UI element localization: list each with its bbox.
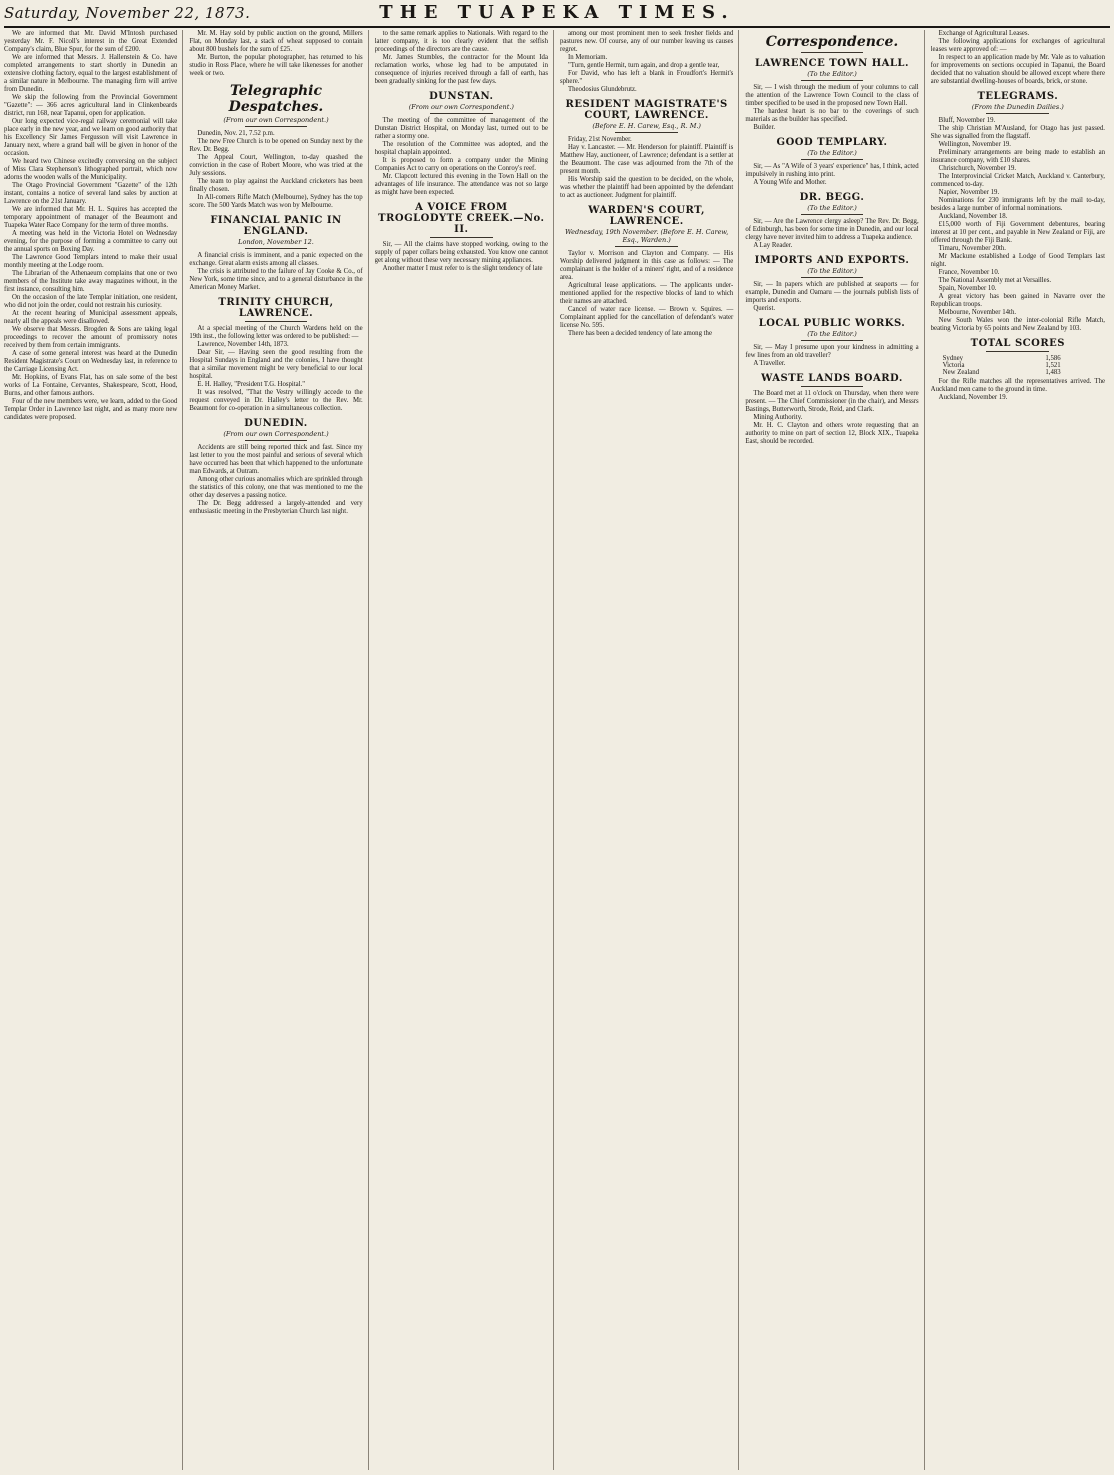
paragraph: The Lawrence Good Templars intend to make their usual monthly meeting at the Lodge room. (4, 254, 178, 269)
paragraph: We skip the following from the Provincial Government "Gazette": — 366 acres agricultural land in Clinkenbeards district, run 168, near Tapanui, open for application. (4, 94, 178, 117)
article-subheading: (From our own Correspondent.) (223, 430, 329, 438)
paragraph: Sir, — Are the Lawrence clergy asleep? The Rev. Dr. Begg, of Edinburgh, has been for some time in Dunedin, and our local clergy have never invited him to address a Tuapeka audience. (745, 218, 919, 241)
heading-rule (430, 113, 492, 114)
article (745, 192, 918, 250)
paragraph: A great victory has been gained in Navarre over the Republican troops. (930, 293, 1105, 308)
paragraph: We are informed that Mr. David M'Intosh purchased yesterday Mr. F. Nicoll's interest in the Great Extended Company's claim, Blue Spur, for the sum of £200. (4, 30, 178, 53)
heading-rule (245, 440, 307, 441)
heading-rule (801, 80, 863, 81)
paragraph: "Turn, gentle Hermit, turn again, and drop a gentle tear, (567, 62, 720, 69)
article (745, 255, 918, 313)
article-subheading: London, November 12. (238, 238, 314, 246)
article-heading: TRINITY CHURCH, LAWRENCE. (218, 297, 334, 319)
heading-rule (615, 132, 677, 133)
article-heading: TOTAL SCORES (970, 338, 1065, 349)
article-heading: WASTE LANDS BOARD. (761, 373, 903, 384)
article-heading: LAWRENCE TOWN HALL. (755, 58, 909, 69)
paragraph: The hardest heart is no bar to the coverings of such materials as the builder has specified. (745, 108, 919, 123)
article (189, 30, 362, 78)
masthead (4, 2, 1110, 28)
paragraph: Querist. (753, 305, 776, 312)
paragraph: The team to play against the Auckland cricketers has been finally chosen. (189, 178, 363, 193)
paragraph: At the recent hearing of Municipal assessment appeals, nearly all the appeals were disallowed. (4, 310, 178, 325)
paragraph: Timaru, November 20th. (938, 245, 1006, 252)
article (931, 30, 1105, 86)
article (189, 83, 362, 210)
columns-area (4, 30, 1110, 1470)
column-6 (931, 30, 1110, 1470)
table-row (941, 362, 1063, 369)
column-5 (745, 30, 924, 1470)
article-subheading: (From our own Correspondent.) (223, 116, 329, 124)
paragraph: For the Rifle matches all the representatives arrived. The Auckland men came to the ground in time. (930, 378, 1105, 393)
paragraph: A Young Wife and Mother. (753, 179, 827, 186)
paragraph: The crisis is attributed to the failure of Jay Cooke & Co., of New York, some time since, and to a general disturbance in the American Money Market. (189, 268, 363, 291)
paragraph: His Worship said the question to be decided, on the whole, was whether the plaintiff had been appointed by the defendant to act as auctioneer. Judgment for plaintiff. (559, 176, 734, 199)
paragraph: The Otago Provincial Government "Gazette" of the 12th instant, contains a notice of several land sales by auction at Lawrence on the 21st January. (4, 182, 178, 205)
paragraph: The Appeal Court, Wellington, to-day quashed the conviction in the case of Robert Moore, who was tried at the July sessions. (189, 154, 363, 177)
paragraph: E. H. Halley, "President T.G. Hospital." (197, 381, 306, 388)
paragraph: The new Free Church is to be opened on Sunday next by the Rev. Dr. Begg. (189, 138, 363, 153)
paragraph: Accidents are still being reported thick and fast. Since my last letter to you the most painful and serious of several which have occurred has been that which happened to the unfortunate man Edwards, at Outram. (189, 444, 363, 475)
paragraph: We observe that Messrs. Brogden & Sons are taking legal proceedings to recover the amount of promissory notes received by them from certain immigrants. (4, 326, 178, 349)
paragraph: Another matter I must refer to is the slight tendency of late (382, 265, 543, 272)
paragraph: For David, who has left a blank in Froudfort's Hermit's sphere." (559, 70, 734, 85)
heading-rule (615, 246, 677, 247)
newspaper-title: THE TUAPEKA TIMES. (379, 2, 735, 23)
team-name: New Zealand (942, 369, 980, 376)
paragraph: Among other curious anomalies which are sprinkled through the statistics of this colony, one that was mentioned to me the other day deserves a passing notice. (189, 476, 363, 499)
article (745, 58, 918, 132)
paragraph: Mr. Hopkins, of Evans Flat, has on sale some of the best works of La Fontaine, Cervantes, Shakespeare, Scott, Hood, Burns, and other famous authors. (4, 374, 178, 397)
paragraph: Mr. Burton, the popular photographer, has returned to his studio in Ross Place, where he will take likenesses for another week or two. (189, 54, 363, 77)
article-subheading: (To the Editor.) (807, 267, 857, 275)
paragraph: £15,000 worth of Fiji Government debentures, bearing interest at 10 per cent., and payable in New Zealand or Fiji, are offered through the Fiji Bank. (930, 221, 1105, 244)
article (745, 318, 918, 368)
paragraph: Spain, November 10. (938, 285, 997, 292)
paragraph: In All-comers Rifle Match (Melbourne), Sydney has the top score. The 500 Yards Match was won by Melbourne. (189, 194, 363, 209)
issue-date: Saturday, November 22, 1873. (4, 4, 251, 22)
paragraph: Preliminary arrangements are being made to establish an insurance company, with £10 shares. (930, 149, 1105, 164)
paragraph: We heard two Chinese excitedly conversing on the subject of Miss Clara Stephenson's lithographed portrait, which now adorns the wooden walls of the Municipality. (4, 158, 178, 181)
article (560, 99, 733, 200)
paragraph: Bluff, November 19. (938, 117, 996, 124)
paragraph: Auckland, November 19. (938, 394, 1008, 401)
heading-rule (801, 277, 863, 278)
article (931, 338, 1105, 402)
paragraph: A financial crisis is imminent, and a panic expected on the exchange. Great alarm exists among all classes. (189, 252, 363, 267)
article-subheading: (From our own Correspondent.) (408, 103, 514, 111)
paragraph: The meeting of the committee of management of the Dunstan District Hospital, on Monday last, turned out to be rather a stormy one. (374, 117, 548, 140)
paragraph: Dunedin, Nov. 21, 7.52 p.m. (197, 130, 275, 137)
heading-rule (245, 321, 307, 322)
paragraph: Mr. H. C. Clayton and others wrote requesting that an authority to mine on part of section 12, Block XIX., Tuapeka East, should be recorded. (745, 422, 919, 445)
paragraph: Mr. Clapcott lectured this evening in the Town Hall on the advantages of life insurance. The attendance was not so large as might have been expected. (374, 173, 548, 196)
paragraph: New South Wales won the inter-colonial Rifle Match, beating Victoria by 65 points and New Zealand by 103. (930, 317, 1105, 332)
paragraph: Auckland, November 18. (938, 213, 1008, 220)
paragraph: Napier, November 19. (938, 189, 1000, 196)
article-heading: Correspondence. (765, 34, 899, 50)
article (931, 91, 1105, 333)
article-heading: GOOD TEMPLARY. (776, 137, 888, 148)
paragraph: Exchange of Agricultural Leases. (938, 30, 1030, 37)
article-heading: A VOICE FROM TROGLODYTE CREEK.—No. II. (378, 202, 545, 235)
team-name: Sydney (942, 355, 964, 362)
heading-rule (801, 340, 863, 341)
column-3 (375, 30, 554, 1470)
paragraph: among our most prominent men to seek fresher fields and pastures new. Of course, any of our number leaving us causes regret. (559, 30, 734, 53)
article-subheading: (To the Editor.) (807, 70, 857, 78)
paragraph: In Memoriam. (567, 54, 608, 61)
heading-rule (430, 237, 492, 238)
paragraph: Mr. M. Hay sold by public auction on the ground, Millers Flat, on Monday last, a stack of wheat supposed to contain about 800 bushels for the sum of £25. (189, 30, 363, 53)
column-2 (189, 30, 368, 1470)
article (375, 91, 548, 197)
paragraph: Our long expected vice-regal railway ceremonial will take place early in the new year, and we learn on good authority that his Excellency Sir James Fergusson will visit Lawrence in January next, where a grand ball will be given in honor of the occasion. (4, 118, 178, 157)
paragraph: A meeting was held in the Victoria Hotel on Wednesday evening, for the purpose of forming a committee to carry out the annual sports on Boxing Day. (4, 230, 178, 253)
paragraph: The following applications for exchanges of agricultural leases were approved of: — (930, 38, 1105, 53)
heading-rule (245, 126, 307, 127)
heading-rule (801, 386, 863, 387)
paragraph: Hay v. Lancaster. — Mr. Henderson for plaintiff. Plaintiff is Matthew Hay, auctioneer, of Lawrence; defendant is a settler at the Beaumont. The case was adjourned from the 7th of the present month. (559, 144, 734, 175)
paragraph: The ship Christian M'Ausland, for Otago has just passed. She was signalled from the flagstaff. (930, 125, 1105, 140)
paragraph: Friday, 21st November. (567, 136, 632, 143)
paragraph: The resolution of the Committee was adopted, and the hospital chaplain appointed. (374, 141, 548, 156)
paragraph: The Librarian of the Athenaeum complains that one or two members of the Institute take away magazines without, in the first instance, consulting him. (4, 270, 178, 293)
paragraph: Christchurch, November 19. (938, 165, 1017, 172)
article-heading: DUNSTAN. (429, 91, 494, 102)
paragraph: There has been a decided tendency of late among the (567, 330, 712, 337)
article (745, 34, 918, 53)
paragraph: Agricultural lease applications. — The applicants under-mentioned applied for the respective blocks of land to which their names are attached. (559, 282, 734, 305)
article-heading: Telegraphic Despatches. (228, 83, 324, 115)
article (4, 30, 177, 422)
paragraph: The Interprovincial Cricket Match, Auckland v. Canterbury, commenced to-day. (930, 173, 1105, 188)
article (189, 418, 362, 516)
article-heading: WARDEN'S COURT, LAWRENCE. (588, 205, 706, 227)
article (189, 297, 362, 413)
paragraph: The National Assembly met at Versailles. (938, 277, 1052, 284)
column-4 (560, 30, 739, 1470)
article-subheading: (Before E. H. Carew, Esq., R. M.) (592, 122, 701, 130)
paragraph: Lawrence, November 14th, 1873. (197, 341, 289, 348)
article-subheading: Wednesday, 19th November. (Before E. H. Carew, Esq., Warden.) (565, 228, 729, 244)
team-name: Victoria (942, 362, 965, 369)
paragraph: A Traveller. (753, 360, 786, 367)
paragraph: Mining Authority. (753, 414, 803, 421)
article (375, 202, 548, 273)
paragraph: We are informed that Messrs. J. Hallenstein & Co. have completed arrangements to start shortly in Dunedin an extensive clothing factory, equal to the largest establishment of a similar nature in Melbourne. The managing firm will arrive from Dunedin. (4, 54, 178, 93)
team-score: 1,483 (1045, 369, 1061, 376)
paragraph: Nominations for 230 immigrants left by the mail to-day, besides a large number of informal nominations. (930, 197, 1105, 212)
paragraph: Theodosius Glundebrutz. (567, 86, 637, 93)
paragraph: The Board met at 11 o'clock on Thursday, when there were present. — The Chief Commissioner (in the chair), and Messrs Bastings, Butterworth, Strode, Reid, and Clark. (745, 390, 919, 413)
heading-rule (986, 351, 1049, 352)
table-row (941, 355, 1063, 362)
article-heading: IMPORTS AND EXPORTS. (754, 255, 910, 266)
article-heading: LOCAL PUBLIC WORKS. (758, 318, 906, 329)
paragraph: The Dr. Begg addressed a largely-attended and very enthusiastic meeting in the Presbyterian Church last night. (189, 500, 363, 515)
article-subheading: (From the Dunedin Dailies.) (971, 103, 1064, 111)
paragraph: Builder. (753, 124, 776, 131)
article-subheading: (To the Editor.) (807, 204, 857, 212)
paragraph: It is proposed to form a company under the Mining Companies Act to carry on operations on the Conroy's reef. (374, 157, 548, 172)
heading-rule (801, 52, 863, 53)
paragraph: We are informed that Mr. H. L. Squires has accepted the temporary appointment of manager of the Beaumont and Tuapeka Water Race Company for the term of three months. (4, 206, 178, 229)
article-heading: RESIDENT MAGISTRATE'S COURT, LAWRENCE. (565, 99, 728, 121)
paragraph: France, November 10. (938, 269, 1000, 276)
article (560, 30, 733, 94)
paragraph: A case of some general interest was heard at the Dunedin Resident Magistrate's Court on Wednesday last, in reference to the Carriage Licensing Act. (4, 350, 178, 373)
team-score: 1,586 (1045, 355, 1061, 362)
paragraph: Sir, — May I presume upon your kindness in admitting a few lines from an old traveller? (745, 344, 919, 359)
paragraph: Sir, — As "A Wife of 3 years' experience" has, I think, acted impulsively in rushing into print. (745, 163, 919, 178)
article-heading: TELEGRAMS. (977, 91, 1059, 102)
article (375, 30, 548, 86)
paragraph: Sir, — I wish through the medium of your columns to call the attention of the Lawrence Town Council to the class of timber specified to be used in the proposed new Town Hall. (745, 84, 919, 107)
article (560, 205, 733, 338)
article (745, 373, 918, 446)
paragraph: A Lay Reader. (753, 242, 793, 249)
article-heading: DR. BEGG. (799, 192, 865, 203)
scores-table (941, 355, 1063, 376)
paragraph: Mr. James Stumbles, the contractor for the Mount Ida reclamation works, whose leg had to be amputated in consequence of injuries received through a fall of earth, has been gradually sinking for the past few days. (374, 54, 548, 85)
article-heading: FINANCIAL PANIC IN ENGLAND. (210, 215, 342, 237)
article (745, 137, 918, 187)
paragraph: Melbourne, November 14th. (938, 309, 1017, 316)
paragraph: Wellington, November 19. (938, 141, 1011, 148)
article (189, 215, 362, 292)
paragraph: On the occasion of the late Templar initiation, one resident, who did not join the order, could not restrain his curiosity. (4, 294, 178, 309)
paragraph: Four of the new members were, we learn, added to the Good Templar Order in Lawrence last night, and as many more new candidates were proposed. (4, 398, 178, 421)
column-1 (4, 30, 183, 1470)
paragraph: Mr Mackune established a Lodge of Good Templars last night. (930, 253, 1105, 268)
team-score: 1,521 (1045, 362, 1061, 369)
paragraph: Sir, — In papers which are published at seaports — for example, Dunedin and Oamaru — the journals publish lists of imports and exports. (745, 281, 919, 304)
paragraph: In respect to an application made by Mr. Vale as to valuation for improvements on sections occupied in Tapanui, the Board decided that no valuation should be allowed except where there are substantial dwelling-houses of boards, brick, or stone. (930, 54, 1105, 85)
heading-rule (986, 113, 1049, 114)
paragraph: Sir, — All the claims have stopped working, owing to the supply of paper collars being exhausted. You know one cannot get along without these very necessary mining appliances. (374, 241, 548, 264)
article-subheading: (To the Editor.) (807, 330, 857, 338)
paragraph: At a special meeting of the Church Wardens held on the 19th inst., the following letter was ordered to be published: — (189, 325, 363, 340)
table-row (941, 369, 1063, 376)
paragraph: Taylor v. Morrison and Clayton and Company. — His Worship delivered judgment in this case as follows: — The complainant is the holder of a miners' right, and of a residence area. (559, 250, 734, 281)
article-subheading: (To the Editor.) (807, 149, 857, 157)
heading-rule (245, 248, 307, 249)
paragraph: Cancel of water race license. — Brown v. Squires. — Complainant applied for the cancellation of defendant's water license No. 595. (559, 306, 734, 329)
heading-rule (801, 159, 863, 160)
paragraph: Dear Sir, — Having seen the good resulting from the Hospital Sundays in England and the colonies, I have thought that a similar movement might be very beneficial to our local hospital. (189, 349, 363, 380)
paragraph: It was resolved, "That the Vestry willingly accede to the request conveyed in Dr. Halley's letter to the Rev. Mr. Beaumont for co-operation in a simultaneous collection. (189, 389, 363, 412)
article-heading: DUNEDIN. (244, 418, 308, 429)
heading-rule (801, 214, 863, 215)
paragraph: to the same remark applies to Nationals. With regard to the latter company, it is too clearly evident that the selfish proceedings of the directors are the cause. (374, 30, 548, 53)
